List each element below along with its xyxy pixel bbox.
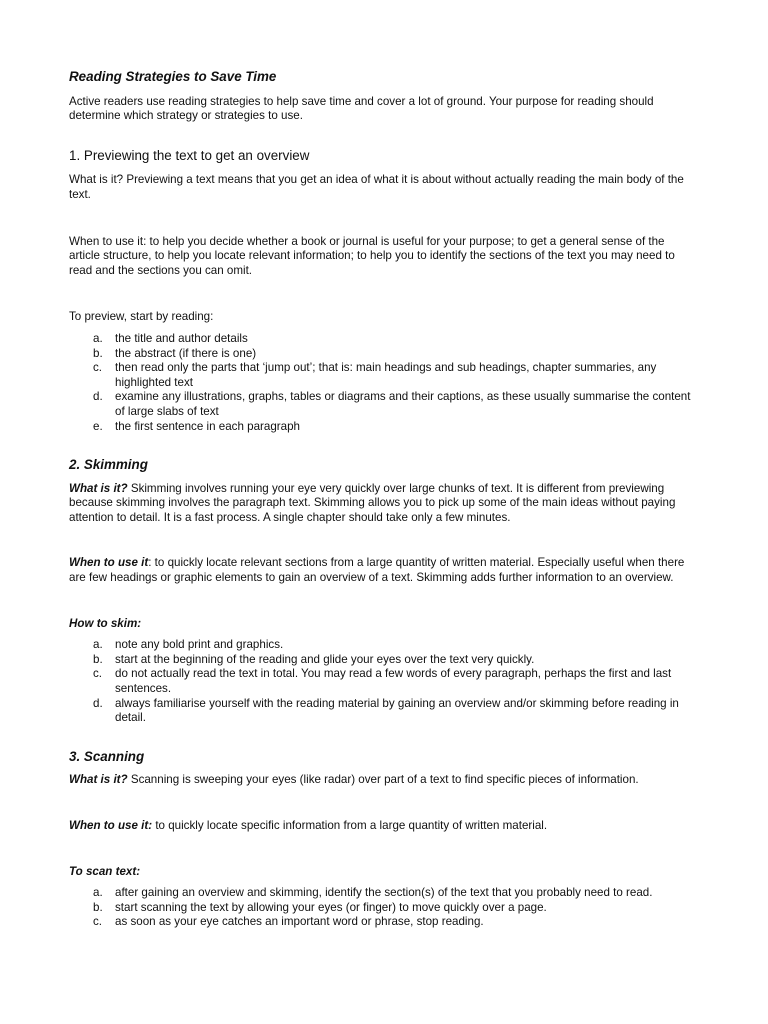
page-title: Reading Strategies to Save Time [69, 69, 277, 84]
list-item [69, 347, 698, 362]
list-item-text: start at the beginning of the reading and glide your eyes over the text very quickly. [115, 652, 535, 666]
list-marker: a. [93, 886, 103, 900]
list-marker: c. [93, 915, 103, 929]
list-item [69, 390, 698, 419]
list-item-text: examine any illustrations, graphs, tables or diagrams and their captions, as these usually summarise the content of large slabs of text [115, 390, 691, 418]
list-marker: d. [93, 696, 103, 710]
list-item [69, 697, 698, 726]
list-item [69, 915, 698, 930]
list-item-text: as soon as your eye catches an important word or phrase, stop reading. [115, 915, 484, 929]
section-heading-skimming: 2. Skimming [69, 457, 148, 473]
section-heading-scanning: 3. Scanning [69, 748, 145, 764]
list-marker: c. [93, 361, 103, 375]
skimming-steps-list [69, 638, 698, 726]
list-item [69, 638, 698, 653]
list-marker: c. [93, 667, 103, 681]
intro-paragraph: Active readers use reading strategies to help save time and cover a lot of ground. Your purpose for reading should determine which strategy or strategies to use. [69, 94, 654, 123]
list-item-text: do not actually read the text in total. You may read a few words of every paragraph, perhaps the first and last sentences. [115, 667, 672, 696]
list-item-text: the title and author details [115, 331, 248, 345]
list-item [69, 361, 698, 390]
skimming-what-label: What is it? [69, 481, 128, 495]
skimming-when-paragraph [69, 556, 698, 585]
list-item [69, 420, 698, 435]
list-marker: e. [93, 419, 103, 433]
scanning-howto-label: To scan text: [69, 864, 141, 878]
scanning-what-paragraph [69, 773, 698, 788]
previewing-when-paragraph: When to use it: to help you decide whether a book or journal is useful for your purpose; to get a general sense of the article structure, to help you locate relevant information; to help you to identify the sections of the text you may need to read and the sections you can omit. [69, 234, 675, 277]
list-marker: a. [93, 331, 103, 345]
scanning-when-paragraph [69, 819, 698, 834]
list-item [69, 901, 698, 916]
list-item [69, 653, 698, 668]
list-item-text: always familiarise yourself with the reading material by gaining an overview and/or skimming before reading in detail. [115, 696, 679, 725]
skimming-when-label: When to use it [69, 556, 149, 570]
previewing-steps-list [69, 332, 698, 434]
list-marker: d. [93, 390, 103, 404]
scanning-when-text: to quickly locate specific information from a large quantity of written material. [152, 819, 548, 832]
section-heading-previewing: 1. Previewing the text to get an overview [69, 147, 310, 163]
list-marker: b. [93, 900, 103, 914]
list-marker: b. [93, 346, 103, 360]
skimming-when-text: : to quickly locate relevant sections from a large quantity of written material. Especially useful when there are few headings or graphic elements to gain an overview of a text. Skimming adds further information to an overview. [69, 556, 685, 585]
skimming-what-paragraph [69, 482, 698, 526]
list-item-text: start scanning the text by allowing your eyes (or finger) to move quickly over a page. [115, 900, 547, 914]
list-item-text: note any bold print and graphics. [115, 638, 284, 652]
list-item [69, 886, 698, 901]
previewing-what-paragraph: What is it? Previewing a text means that you get an idea of what it is about without actually reading the main body of the text. [69, 173, 684, 201]
skimming-what-text: Skimming involves running your eye very quickly over large chunks of text. It is different from previewing because skimming involves the paragraph text. Skimming allows you to pick up some of the main ideas without paying attention to detail. It is a fast process. A single chapter should take only a few minutes. [69, 481, 676, 524]
list-item [69, 332, 698, 347]
list-item-text: the abstract (if there is one) [115, 346, 257, 360]
scanning-steps-list [69, 886, 698, 930]
previewing-howto-label: To preview, start by reading: [69, 310, 214, 324]
list-item-text: after gaining an overview and skimming, identify the section(s) of the text that you probably need to read. [115, 886, 653, 900]
skimming-howto-label: How to skim: [69, 616, 142, 630]
list-marker: b. [93, 652, 103, 666]
scanning-what-label: What is it? [69, 773, 128, 787]
list-item-text: then read only the parts that ‘jump out’; that is: main headings and sub headings, chapter summaries, any highlighted text [115, 361, 657, 389]
scanning-when-label: When to use it: [69, 819, 153, 832]
scanning-what-text: Scanning is sweeping your eyes (like radar) over part of a text to find specific pieces of information. [127, 773, 639, 787]
list-item-text: the first sentence in each paragraph [115, 419, 300, 433]
list-item [69, 667, 698, 696]
list-marker: a. [93, 638, 103, 652]
